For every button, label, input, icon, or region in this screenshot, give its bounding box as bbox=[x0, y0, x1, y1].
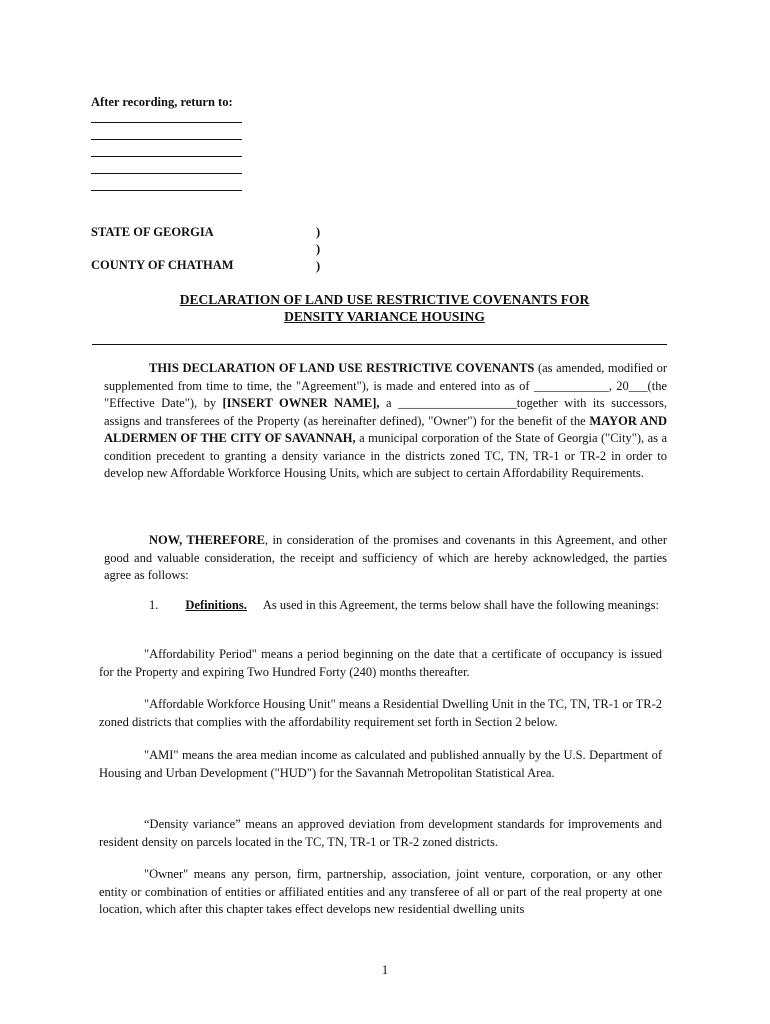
intro-paragraph bbox=[104, 360, 667, 483]
state-caption: STATE OF GEORGIA bbox=[91, 225, 214, 239]
now-therefore-lead: NOW, THEREFORE bbox=[149, 533, 265, 547]
title-line-2: DENSITY VARIANCE HOUSING bbox=[284, 309, 485, 324]
intro-city: MAYOR AND ALDERMEN OF THE CITY OF SAVANNAH, bbox=[104, 413, 667, 445]
definition-item: "AMI" means the area median income as calculated and published annually by the U.S. Department of Housing and Urban Development ("HUD") for the Savannah Metropolitan Statistical Area. bbox=[99, 748, 662, 780]
section-1-paragraph bbox=[104, 597, 667, 615]
intro-text-1: (as amended, modified or supplemented from time to time, the "Agreement"), is made and entered into as of ____________, 20___(the "Effective Date"), by bbox=[104, 361, 668, 410]
return-blank-line bbox=[91, 173, 242, 174]
definition-item: "Owner" means any person, firm, partnership, association, joint venture, corporation, or any other entity or combination of entities or affiliated entities and any transferee of all or part of the real property at one location, which after this chapter takes effect develops new residential dwelling units bbox=[99, 867, 662, 916]
intro-text-2: a ___________________together with its successors, assigns and transferees of the Property (as hereinafter defined), "Owner") for the benefit of the bbox=[104, 396, 667, 428]
return-blank-line bbox=[91, 122, 242, 123]
title-rule bbox=[92, 344, 667, 345]
definition-item: “Density variance” means an approved deviation from development standards for improvements and resident density on parcels located in the TC, TN, TR-1 or TR-2 zoned districts. bbox=[99, 817, 662, 849]
title-line-1: DECLARATION OF LAND USE RESTRICTIVE COVENANTS FOR bbox=[179, 292, 590, 307]
section-1-text: As used in this Agreement, the terms below shall have the following meanings: bbox=[262, 598, 659, 612]
document-title bbox=[92, 291, 677, 325]
now-therefore-text: , in consideration of the promises and covenants in this Agreement, and other good and valuable consideration, the receipt and sufficiency of which are hereby acknowledged, the parties agree as follows: bbox=[104, 533, 667, 582]
caption-paren: ) bbox=[316, 242, 321, 256]
intro-owner: [INSERT OWNER NAME], bbox=[222, 396, 380, 410]
definition-item: "Affordability Period" means a period beginning on the date that a certificate of occupancy is issued for the Property and expiring Two Hundred Forty (240) months thereafter. bbox=[99, 647, 662, 679]
county-caption: COUNTY OF CHATHAM bbox=[91, 258, 234, 272]
caption-paren: ) bbox=[316, 225, 321, 239]
intro-lead: THIS DECLARATION OF LAND USE RESTRICTIVE COVENANTS bbox=[149, 361, 535, 375]
page-number: 1 bbox=[381, 963, 389, 977]
intro-text-3: a municipal corporation of the State of Georgia ("City"), as a condition precedent to granting a density variance in the districts zoned TC, TN, TR-1 or TR-2 in order to develop new Affordable Workforce Housing Units, which are subject to certain Affordability Requirements. bbox=[104, 431, 667, 480]
return-blank-line bbox=[91, 156, 242, 157]
return-label: After recording, return to: bbox=[91, 95, 233, 109]
caption-paren: ) bbox=[316, 259, 321, 273]
return-blank-line bbox=[91, 190, 242, 191]
section-1-number: 1. bbox=[149, 598, 159, 612]
definition-item: "Affordable Workforce Housing Unit" means a Residential Dwelling Unit in the TC, TN, TR-1 or TR-2 zoned districts that complies with the affordability requirement set forth in Section 2 below. bbox=[99, 697, 662, 729]
return-blank-line bbox=[91, 139, 242, 140]
now-therefore-paragraph bbox=[104, 532, 667, 585]
section-1-heading: Definitions. bbox=[185, 598, 247, 612]
